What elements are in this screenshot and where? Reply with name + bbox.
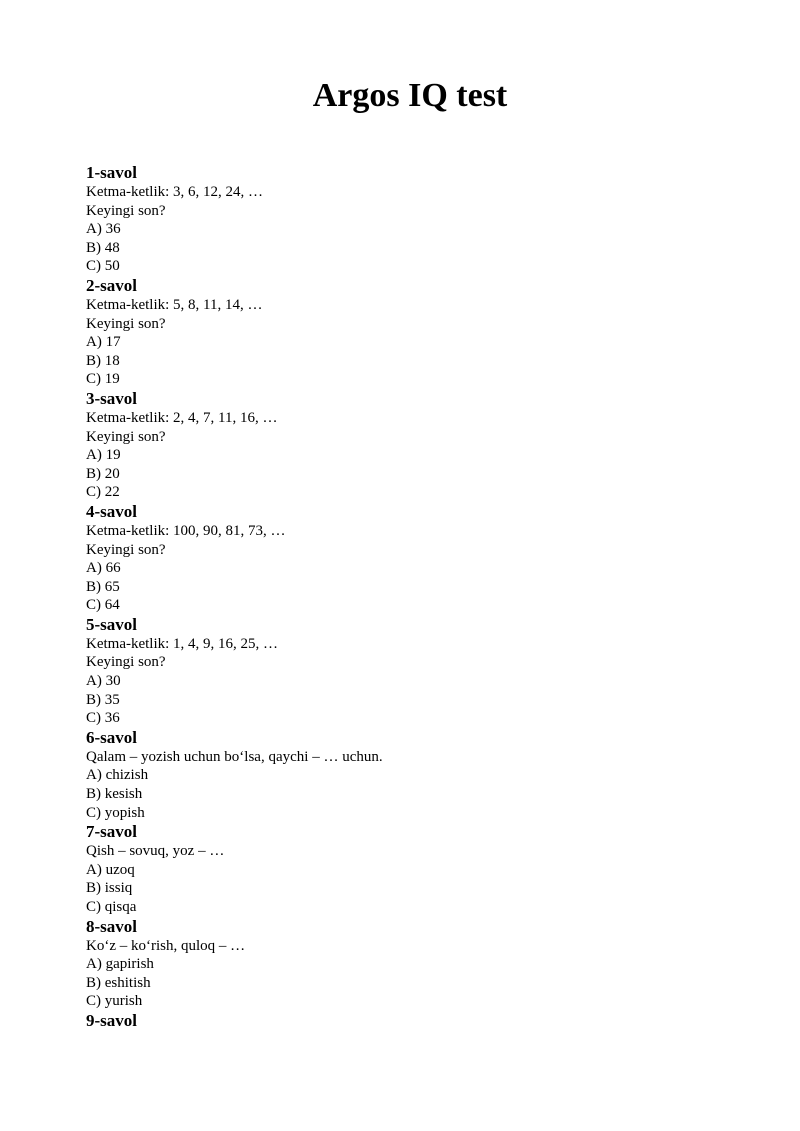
question-heading: 2-savol (86, 275, 137, 295)
answer-option: B) 18 (86, 352, 120, 369)
answer-option: C) 50 (86, 258, 120, 275)
answer-option: A) 17 (86, 334, 121, 351)
question-block (86, 615, 766, 728)
answer-option: B) 35 (86, 691, 120, 708)
question-heading: 5-savol (86, 614, 137, 634)
question-heading: 9-savol (86, 1010, 137, 1030)
answer-option: C) yurish (86, 993, 143, 1010)
answer-option: A) gapirish (86, 956, 154, 973)
question-text: Qish – sovuq, yoz – … (86, 843, 225, 860)
answer-option: C) qisqa (86, 899, 137, 915)
question-text: Ketma-ketlik: 3, 6, 12, 24, … (86, 184, 264, 200)
question-heading: 4-savol (86, 501, 137, 521)
answer-option: B) issiq (86, 880, 133, 897)
question-heading: 1-savol (86, 163, 137, 182)
question-heading: 8-savol (86, 916, 137, 936)
answer-option: C) yopish (86, 804, 145, 821)
question-block (86, 163, 766, 276)
answer-option: C) 22 (86, 484, 120, 501)
answer-option: A) uzoq (86, 861, 135, 878)
question-text: Ketma-ketlik: 5, 8, 11, 14, … (86, 296, 263, 313)
question-text: Ketma-ketlik: 2, 4, 7, 11, 16, … (86, 409, 278, 426)
answer-option: B) 65 (86, 578, 120, 595)
question-text: Ketma-ketlik: 1, 4, 9, 16, 25, … (86, 635, 279, 652)
question-text: Keyingi son? (86, 315, 166, 332)
document-title: Argos IQ test (312, 77, 508, 114)
question-block (86, 389, 766, 502)
question-heading: 6-savol (86, 727, 137, 747)
question-list (86, 163, 766, 1031)
question-text: Keyingi son? (86, 654, 166, 671)
question-text: Keyingi son? (86, 428, 166, 445)
question-block (86, 917, 766, 1011)
question-block (86, 822, 766, 916)
question-block (86, 728, 766, 822)
answer-option: B) 20 (86, 465, 120, 482)
answer-option: C) 36 (86, 710, 120, 727)
question-text: Keyingi son? (86, 541, 166, 558)
question-block (86, 276, 766, 389)
question-block (86, 1011, 766, 1031)
answer-option: B) kesish (86, 786, 143, 803)
answer-option: A) 19 (86, 447, 121, 464)
question-text: Ko‘z – ko‘rish, quloq – … (86, 937, 246, 954)
question-heading: 7-savol (86, 822, 137, 842)
answer-option: C) 64 (86, 597, 120, 614)
answer-option: C) 19 (86, 371, 120, 388)
question-block (86, 502, 766, 615)
answer-option: A) 36 (86, 221, 121, 238)
question-text: Ketma-ketlik: 100, 90, 81, 73, … (86, 522, 286, 539)
answer-option: B) 48 (86, 239, 120, 256)
question-heading: 3-savol (86, 388, 137, 408)
answer-option: A) chizish (86, 767, 149, 784)
question-text: Keyingi son? (86, 202, 166, 219)
answer-option: B) eshitish (86, 974, 151, 991)
answer-option: A) 66 (86, 560, 121, 577)
answer-option: A) 30 (86, 673, 121, 690)
question-text: Qalam – yozish uchun bo‘lsa, qaychi – … uchun. (86, 748, 383, 765)
